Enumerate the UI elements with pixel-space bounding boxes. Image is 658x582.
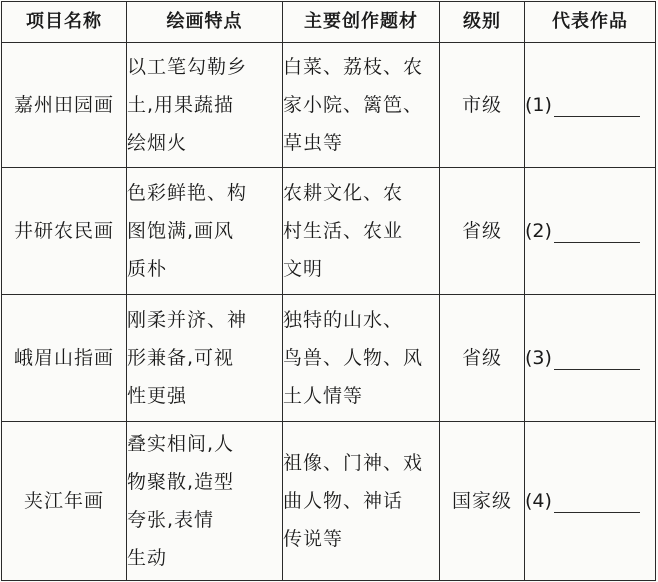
level-cell: 国家级 <box>440 422 525 581</box>
features-cell <box>127 168 283 295</box>
representative-work-cell <box>525 43 656 168</box>
answer-number: (3) <box>525 347 552 369</box>
intangible-heritage-table <box>1 1 656 581</box>
features-line: 物聚散,造型 <box>127 471 235 493</box>
features-line: 叠实相间,人 <box>127 433 235 455</box>
answer-blank[interactable] <box>554 94 640 117</box>
features-cell <box>127 295 283 422</box>
representative-work-cell <box>525 295 656 422</box>
subjects-line: 独特的山水、 <box>283 309 404 331</box>
level-cell: 省级 <box>440 295 525 422</box>
subjects-cell <box>283 43 440 168</box>
table-row <box>2 422 656 581</box>
subjects-line: 草虫等 <box>283 132 344 154</box>
features-line: 性更强 <box>127 385 188 407</box>
features-line: 图饱满,画风 <box>127 220 235 242</box>
level-cell: 省级 <box>440 168 525 295</box>
features-line: 质朴 <box>127 258 168 280</box>
subjects-cell <box>283 168 440 295</box>
answer-number: (1) <box>525 94 552 116</box>
features-line: 生动 <box>127 547 168 569</box>
header-representative-work: 代表作品 <box>525 2 656 43</box>
project-name-cell: 嘉州田园画 <box>2 43 127 168</box>
answer-number: (2) <box>525 220 552 242</box>
header-painting-features: 绘画特点 <box>127 2 283 43</box>
features-cell <box>127 43 283 168</box>
features-line: 形兼备,可视 <box>127 347 235 369</box>
answer-number: (4) <box>525 490 552 512</box>
subjects-line: 文明 <box>283 258 324 280</box>
representative-work-cell <box>525 422 656 581</box>
subjects-line: 村生活、农业 <box>283 220 404 242</box>
features-line: 以工笔勾勒乡 <box>127 56 248 78</box>
header-row <box>2 2 656 43</box>
subjects-line: 传说等 <box>283 528 344 550</box>
subjects-line: 曲人物、神话 <box>283 490 404 512</box>
features-line: 夸张,表情 <box>127 509 215 531</box>
subjects-line: 白菜、荔枝、农 <box>283 56 424 78</box>
subjects-line: 祖像、门神、戏 <box>283 452 424 474</box>
features-line: 刚柔并济、神 <box>127 309 248 331</box>
answer-blank[interactable] <box>554 347 640 370</box>
subjects-line: 农耕文化、农 <box>283 182 404 204</box>
features-line: 绘烟火 <box>127 132 188 154</box>
subjects-line: 家小院、篱笆、 <box>283 94 424 116</box>
level-cell: 市级 <box>440 43 525 168</box>
project-name-cell: 井研农民画 <box>2 168 127 295</box>
subjects-cell <box>283 422 440 581</box>
features-cell <box>127 422 283 581</box>
answer-blank[interactable] <box>554 490 640 513</box>
features-line: 土,用果蔬描 <box>127 94 235 116</box>
header-project-name: 项目名称 <box>2 2 127 43</box>
subjects-line: 土人情等 <box>283 385 364 407</box>
representative-work-cell <box>525 168 656 295</box>
answer-blank[interactable] <box>554 220 640 243</box>
subjects-line: 鸟兽、人物、风 <box>283 347 424 369</box>
header-level: 级别 <box>440 2 525 43</box>
table-row <box>2 295 656 422</box>
subjects-cell <box>283 295 440 422</box>
project-name-cell: 峨眉山指画 <box>2 295 127 422</box>
features-line: 色彩鲜艳、构 <box>127 182 248 204</box>
table-row <box>2 168 656 295</box>
table-row <box>2 43 656 168</box>
header-main-subjects: 主要创作题材 <box>283 2 440 43</box>
project-name-cell: 夹江年画 <box>2 422 127 581</box>
